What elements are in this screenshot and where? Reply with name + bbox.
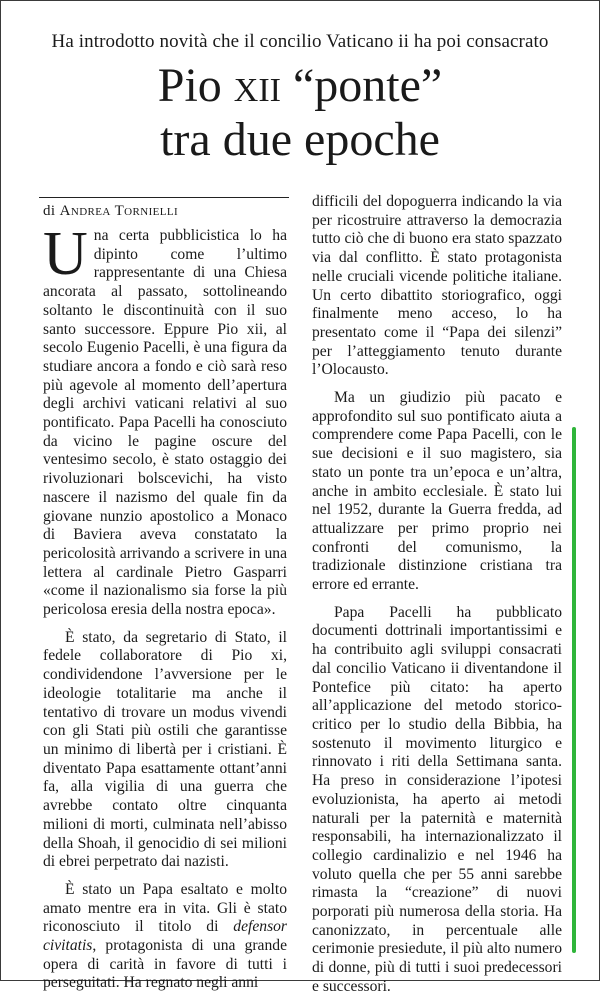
article-column-left bbox=[43, 220, 287, 993]
title-line-2: tra due epoche bbox=[160, 113, 440, 166]
paragraph-1: Una certa pubblicistica lo ha dipinto come l’ultimo rappresentante di una Chiesa ancorata al passato, sottolineando soltanto le discontinuità con il suo santo successore. Eppure Pio xii, al secolo Eugenio Pacelli, è una figura da studiare ancora a fondo e ciò sarà reso più agevole al momento dell’apertura degli archivi vaticani relativi al suo pontificato. Papa Pacelli ha conosciuto da vicino le pagine oscure del ventesimo secolo, è stato ostaggio dei rivoluzionari bolscevichi, ha visto nascere il nazismo del quale fin da giovane nunzio apostolico a Monaco di Baviera aveva constatato la pericolosità arrivando a scrivere in una lettera al cardinale Pietro Gasparri «come il nazionalismo sia forse la più pericolosa eresia della nostra epoca». bbox=[43, 220, 287, 619]
highlight-bar bbox=[572, 427, 576, 953]
paragraph-5: Papa Pacelli ha pubblicato documenti dottrinali importantissimi e ha contribuito agli sviluppi consacrati dal concilio Vaticano ii diventandone il Pontefice più citato: ha aperto all’applicazione del metodo storico-critico per lo studio della Bibbia, ha sostenuto il movimento liturgico e rinnovato i riti della Settimana santa. Ha preso in considerazione l’ipotesi evoluzionista, ha aperto ai metodi naturali per la paternità e maternità responsabili, ha internazionalizzato il collegio cardinalizio e nel 1946 ha voluto quella che per 55 anni sarebbe rimasta la “creazione” di nuovi porporati più numerosa della storia. Ha canonizzato, in percentuale alle cerimonie presiedute, il più alto numero di donne, più di tutti i suoi predecessori e successori. bbox=[312, 603, 562, 995]
article-title bbox=[1, 59, 599, 167]
byline-rule bbox=[39, 197, 289, 198]
byline: di Andrea Tornielli bbox=[43, 203, 179, 219]
title-roman-numeral: xii bbox=[233, 59, 281, 112]
paragraph-2: È stato, da segretario di Stato, il fedele collaboratore di Pio xi, condividendone l’avversione per le ideologie totalitarie ma anche il tentativo di trovare un modus vivendi con gli Stati più ostili che garantisse un minimo di libertà per i cristiani. È diventato Papa esattamente ottant’anni fa, alla vigilia di una guerra che avrebbe contato oltre cinquanta milioni di morti, culminata nell’abisso della Shoah, il genocidio di sei milioni di ebrei perpetrato dai nazisti. bbox=[43, 628, 287, 871]
latin-title: defensor civitatis bbox=[43, 918, 287, 955]
title-line-1: Pio xii “ponte” bbox=[157, 59, 443, 112]
article-column-right bbox=[312, 193, 562, 997]
paragraph-4: Ma un giudizio più pacato e approfondito sul suo pontificato aiuta a comprendere come Papa Pacelli, con le sue decisioni e il suo magistero, sia stato un ponte tra un’epoca e un’altra, anche in ambito ecclesiale. È stato lui nel 1952, durante la Guerra fredda, ad attualizzare per primo proprio nei confronti del comunismo, la tradizionale distinzione cristiana tra errore ed errante. bbox=[312, 389, 562, 594]
paragraph-3: È stato un Papa esaltato e molto amato mentre era in vita. Gli è stato riconosciuto il titolo di defensor civitatis, protagonista di una grande opera di carità in favore di tutti i perseguitati. Ha regnato negli anni bbox=[43, 880, 287, 992]
article-kicker: Ha introdotto novità che il concilio Vaticano ii ha poi consacrato bbox=[51, 31, 549, 52]
drop-cap: U bbox=[43, 220, 88, 288]
paragraph-3-continued: difficili del dopoguerra indicando la via per ricostruire attraverso la democrazia tutto ciò che di buono era stato spazzato via dal conflitto. È stato protagonista nelle cruciali vicende politiche italiane. Un certo dibattito storiografico, oggi finalmente meno acceso, lo ha presentato come il “Papa dei silenzi” per l’atteggiamento tenuto durante l’Olocausto. bbox=[312, 193, 562, 379]
author-name: Andrea Tornielli bbox=[59, 203, 179, 219]
